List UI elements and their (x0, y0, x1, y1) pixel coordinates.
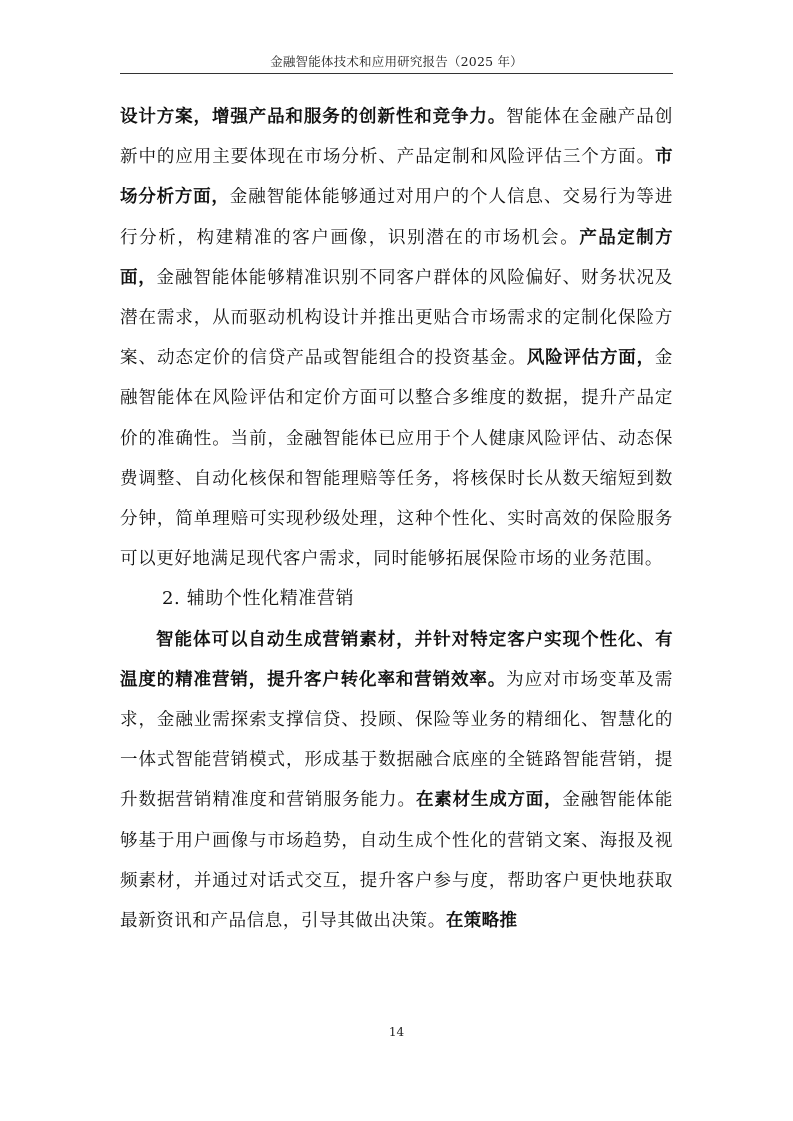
bold-lead-strategy: 在策略推 (445, 911, 518, 932)
paragraph-product-innovation (120, 97, 673, 579)
section-heading: 2. 辅助个性化精准营销 (162, 588, 355, 610)
text-span: 为应对市场变革及需求，金融业需探索支撑信贷、投顾、保险等业务的精细化、智慧化的一体式智能营销模式，形成基于数据融合底座的全链路智能营销，提升数据营销精准度和营销服务能力。 (120, 669, 673, 811)
paragraph-precision-marketing (120, 620, 673, 942)
main-content (120, 97, 673, 941)
bold-sentence: 设计方案，增强产品和服务的创新性和竞争力。 (120, 107, 507, 127)
bold-sentence: 智能体可以自动生成营销素材，并针对特定客户实现个性化、有温度的精准营销，提升客户转化率和营销效率。 (120, 629, 673, 690)
bold-lead-product-customization: 产品定制方面， (120, 227, 673, 288)
text-span: 金融智能体能够基于用户画像与市场趋势，自动生成个性化的营销文案、海报及视频素材，并通过对话式交互，提升客户参与度，帮助客户更快地获取最新资讯和产品信息，引导其做出决策。 (120, 790, 674, 932)
header-rule (120, 73, 673, 74)
text-span: 金融智能体在风险评估和定价方面可以整合多维度的数据，提升产品定价的准确性。当前，金融智能体已应用于个人健康风险评估、动态保费调整、自动化核保和智能理赔等任务，将核保时长从数天缩短到数分钟，简单理赔可实现秒级处理，这种个性化、实时高效的保险服务可以更好地满足现代客户需求，同时能够拓展保险市场的业务范围。 (120, 348, 673, 570)
page-header (120, 52, 673, 72)
header-title: 金融智能体技术和应用研究报告（2025 年） (270, 54, 523, 69)
page-number: 14 (388, 1025, 405, 1039)
bold-lead-material-generation: 在素材生成方面， (416, 790, 563, 811)
text-span: 金融智能体能够通过对用户的个人信息、交易行为等进行分析，构建精准的客户画像，识别潜在的市场机会。 (120, 187, 673, 248)
text-span: 金融智能体能够精准识别不同客户群体的风险偏好、财务状况及潜在需求，从而驱动机构设计并推出更贴合市场需求的定制化保险方案、动态定价的信贷产品或智能组合的投资基金。 (120, 267, 673, 369)
bold-lead-risk-assessment: 风险评估方面， (526, 348, 655, 369)
text-span: 智能体在金融产品创新中的应用主要体现在市场分析、产品定制和风险评估三个方面。 (120, 107, 673, 168)
bold-lead-market-analysis: 市场分析方面， (120, 147, 673, 208)
